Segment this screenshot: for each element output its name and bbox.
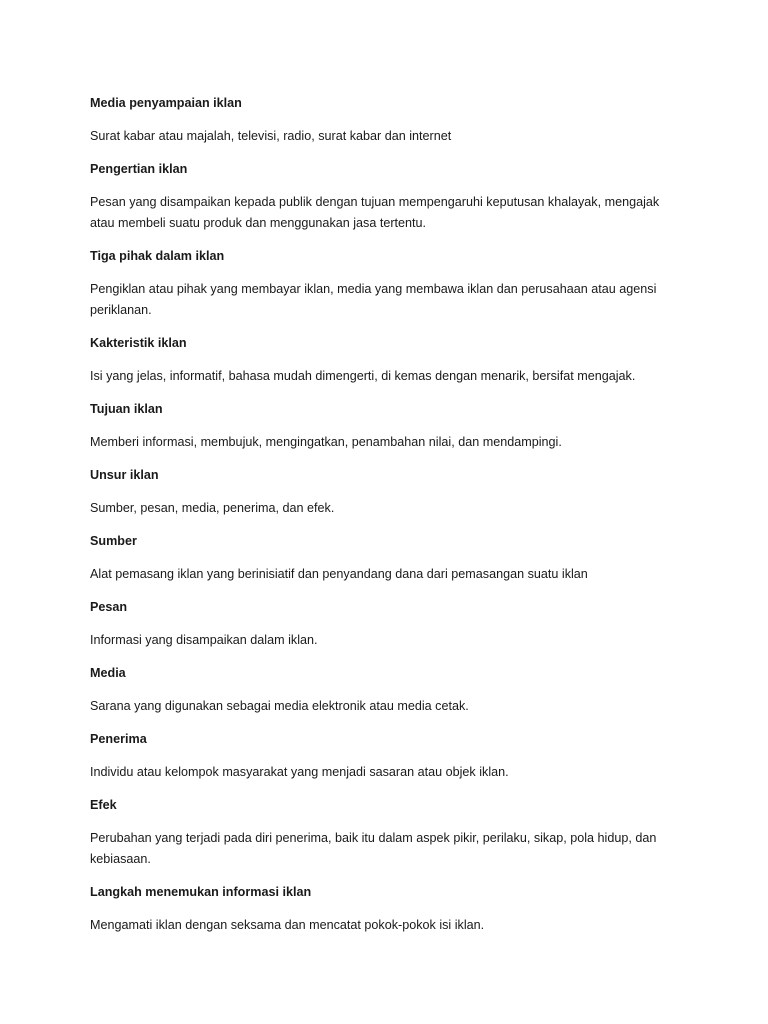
section-media <box>90 663 680 717</box>
section-heading: Pengertian iklan <box>90 162 188 176</box>
section-heading: Penerima <box>90 732 147 746</box>
section-heading: Efek <box>90 798 117 812</box>
section-text: Individu atau kelompok masyarakat yang menjadi sasaran atau objek iklan. <box>90 765 509 779</box>
section-pengertian <box>90 159 680 234</box>
section-heading: Pesan <box>90 600 128 614</box>
section-penerima <box>90 729 680 783</box>
section-text: Sumber, pesan, media, penerima, dan efek. <box>90 501 335 515</box>
section-text: Pengiklan atau pihak yang membayar iklan, media yang membawa iklan dan perusahaan atau agensi periklanan. <box>90 282 657 317</box>
section-unsur <box>90 465 680 519</box>
section-karakteristik <box>90 333 680 387</box>
section-efek <box>90 795 680 870</box>
section-text: Alat pemasang iklan yang berinisiatif dan penyandang dana dari pemasangan suatu iklan <box>90 567 588 581</box>
section-text: Pesan yang disampaikan kepada publik dengan tujuan mempengaruhi keputusan khalayak, mengajak atau membeli suatu produk dan menggunakan jasa tertentu. <box>90 195 660 230</box>
section-heading: Tiga pihak dalam iklan <box>90 249 225 263</box>
section-text: Sarana yang digunakan sebagai media elektronik atau media cetak. <box>90 699 469 713</box>
document-content <box>90 93 680 948</box>
section-sumber <box>90 531 680 585</box>
section-text: Informasi yang disampaikan dalam iklan. <box>90 633 318 647</box>
section-tujuan <box>90 399 680 453</box>
section-langkah <box>90 882 680 936</box>
section-heading: Langkah menemukan informasi iklan <box>90 885 312 899</box>
section-media-penyampaian <box>90 93 680 147</box>
section-heading: Kakteristik iklan <box>90 336 187 350</box>
section-heading: Media penyampaian iklan <box>90 96 242 110</box>
section-tiga-pihak <box>90 246 680 321</box>
section-heading: Unsur iklan <box>90 468 159 482</box>
section-text: Isi yang jelas, informatif, bahasa mudah dimengerti, di kemas dengan menarik, bersifat mengajak. <box>90 369 636 383</box>
section-text: Perubahan yang terjadi pada diri penerima, baik itu dalam aspek pikir, perilaku, sikap, pola hidup, dan kebiasaan. <box>90 831 657 866</box>
section-heading: Sumber <box>90 534 137 548</box>
section-text: Mengamati iklan dengan seksama dan mencatat pokok-pokok isi iklan. <box>90 918 485 932</box>
section-heading: Tujuan iklan <box>90 402 163 416</box>
section-heading: Media <box>90 666 126 680</box>
section-pesan <box>90 597 680 651</box>
section-text: Surat kabar atau majalah, televisi, radio, surat kabar dan internet <box>90 129 452 143</box>
section-text: Memberi informasi, membujuk, mengingatkan, penambahan nilai, dan mendampingi. <box>90 435 562 449</box>
